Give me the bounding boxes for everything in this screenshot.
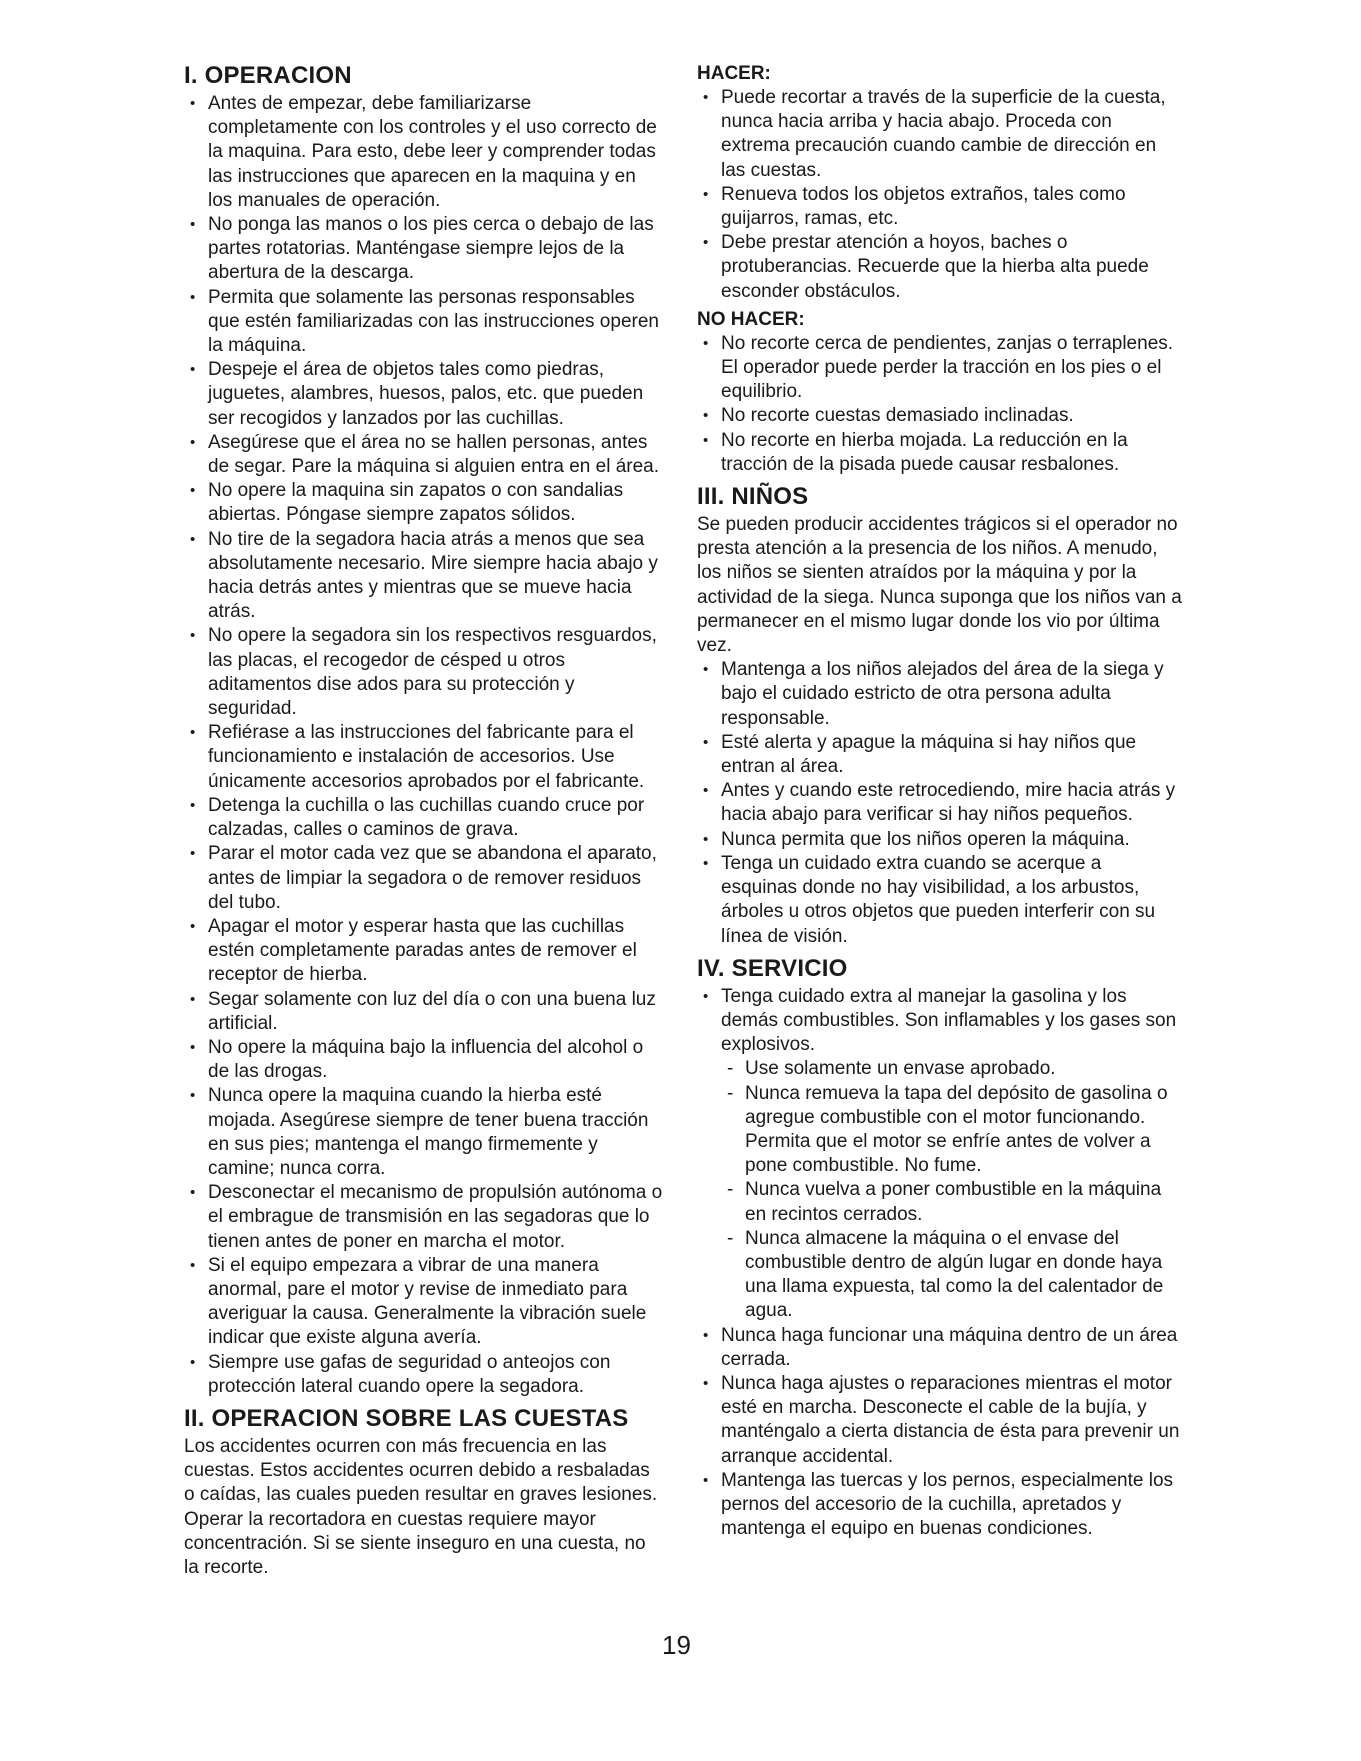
page-number: 19 — [662, 1630, 691, 1660]
list-item: • Refiérase a las instrucciones del fabricante para el funcionamiento e instalación de accesorios. Use únicamente accesorios aprobados por el fabricante. — [184, 721, 664, 794]
no-hacer-list — [697, 332, 1182, 477]
hacer-title: HACER: — [697, 63, 771, 84]
list-item: • Desconectar el mecanismo de propulsión autónoma o el embrague de transmisión en las segadoras que lo tienen antes de poner en marcha el motor. — [184, 1181, 664, 1254]
sublist-item: - Use solamente un envase aprobado. — [721, 1057, 1182, 1081]
ninos-list — [697, 658, 1182, 948]
sublist-item: - Nunca remueva la tapa del depósito de gasolina o agregue combustible con el motor funcionando. Permita que el motor se enfríe antes de volver a pone combustible. No fume. — [721, 1082, 1182, 1179]
list-item: • Permita que solamente las personas responsables que estén familiarizadas con las instrucciones operen la máquina. — [184, 286, 664, 359]
list-item: • Mantenga las tuercas y los pernos, especialmente los pernos del accesorio de la cuchilla, apretados y mantenga el equipo en buenas condiciones. — [697, 1469, 1182, 1542]
section-operacion-title: I. OPERACION — [184, 62, 352, 89]
list-item: • Renueva todos los objetos extraños, tales como guijarros, ramas, etc. — [697, 183, 1182, 231]
list-item: • Nunca permita que los niños operen la máquina. — [697, 828, 1182, 852]
list-item: • No recorte cerca de pendientes, zanjas o terraplenes. El operador puede perder la tracción en los pies o el equilibrio. — [697, 332, 1182, 405]
no-hacer-title: NO HACER: — [697, 308, 805, 330]
list-item: • No opere la máquina bajo la influencia del alcohol o de las drogas. — [184, 1036, 664, 1084]
right-column — [697, 62, 1182, 1541]
list-item: • Detenga la cuchilla o las cuchillas cuando cruce por calzadas, calles o caminos de grava. — [184, 794, 664, 842]
list-item: • No recorte cuestas demasiado inclinadas. — [697, 404, 1182, 428]
list-item: • Despeje el área de objetos tales como piedras, juguetes, alambres, huesos, palos, etc. que pueden ser recogidos y lanzados por las cuchillas. — [184, 358, 664, 431]
list-item: • Esté alerta y apague la máquina si hay niños que entran al área. — [697, 731, 1182, 779]
section-ninos-title: III. NIÑOS — [697, 483, 809, 511]
cuestas-paragraph: Los accidentes ocurren con más frecuencia en las cuestas. Estos accidentes ocurren debido a resbaladas o caídas, las cuales pueden resultar en graves lesiones. Operar la recortadora en cuestas requiere mayor concentración. Si se siente inseguro en una cuesta, no la recorte. — [184, 1435, 658, 1578]
list-item: • Debe prestar atención a hoyos, baches o protuberancias. Recuerde que la hierba alta puede esconder obstáculos. — [697, 231, 1182, 304]
sublist-item: - Nunca almacene la máquina o el envase del combustible dentro de algún lugar en donde haya una llama expuesta, tal como la del calentador de agua. — [721, 1227, 1182, 1324]
list-item: • No opere la segadora sin los respectivos resguardos, las placas, el recogedor de césped u otros aditamentos dise ados para su protección y seguridad. — [184, 624, 664, 721]
list-item: • Nunca haga funcionar una máquina dentro de un área cerrada. — [697, 1324, 1182, 1372]
section-servicio-title: IV. SERVICIO — [697, 954, 848, 982]
list-item-text: Tenga cuidado extra al manejar la gasolina y los demás combustibles. Son inflamables y los gases son explosivos. — [721, 985, 1177, 1056]
list-item: • Mantenga a los niños alejados del área de la siega y bajo el cuidado estricto de otra persona adulta responsable. — [697, 658, 1182, 731]
list-item: • No ponga las manos o los pies cerca o debajo de las partes rotatorias. Manténgase siempre lejos de la abertura de la descarga. — [184, 213, 664, 286]
list-item: • Nunca haga ajustes o reparaciones mientras el motor esté en marcha. Desconecte el cable de la bujía, y manténgalo a cierta distancia de ésta para prevenir un arranque accidental. — [697, 1372, 1182, 1469]
list-item: • Parar el motor cada vez que se abandona el aparato, antes de limpiar la segadora o de remover residuos del tubo. — [184, 842, 664, 915]
list-item: • No tire de la segadora hacia atrás a menos que sea absolutamente necesario. Mire siempre hacia abajo y hacia detrás antes y mientras que se mueve hacia atrás. — [184, 528, 664, 625]
list-item: • Puede recortar a través de la superficie de la cuesta, nunca hacia arriba y hacia abajo. Proceda con extrema precaución cuando cambie de dirección en las cuestas. — [697, 86, 1182, 183]
sublist-item: - Nunca vuelva a poner combustible en la máquina en recintos cerrados. — [721, 1178, 1182, 1226]
list-item: • Segar solamente con luz del día o con una buena luz artificial. — [184, 988, 664, 1036]
list-item: • Si el equipo empezara a vibrar de una manera anormal, pare el motor y revise de inmediato para averiguar la causa. Generalmente la vibración suele indicar que existe alguna avería. — [184, 1254, 664, 1351]
servicio-list — [697, 985, 1182, 1542]
list-item: • Apagar el motor y esperar hasta que las cuchillas estén completamente paradas antes de remover el receptor de hierba. — [184, 915, 664, 988]
ninos-paragraph: Se pueden producir accidentes trágicos si el operador no presta atención a la presencia de los niños. A menudo, los niños se sienten atraídos por la máquina y por la actividad de la siega. Nunca suponga que los niños van a permanecer en el mismo lugar donde los vio por última vez. — [697, 514, 1182, 657]
hacer-list — [697, 86, 1182, 304]
list-item: • Asegúrese que el área no se hallen personas, antes de segar. Pare la máquina si alguien entra en el área. — [184, 431, 664, 479]
section-cuestas-title: II. OPERACION SOBRE LAS CUESTAS — [184, 1404, 629, 1432]
list-item: • No opere la maquina sin zapatos o con sandalias abiertas. Póngase siempre zapatos sólidos. — [184, 479, 664, 527]
list-item: • No recorte en hierba mojada. La reducción en la tracción de la pisada puede causar resbalones. — [697, 429, 1182, 477]
list-item: • Antes y cuando este retrocediendo, mire hacia atrás y hacia abajo para verificar si hay niños pequeños. — [697, 779, 1182, 827]
list-item: • Antes de empezar, debe familiarizarse completamente con los controles y el uso correcto de la maquina. Para esto, debe leer y comprender todas las instrucciones que aparecen en la maquina y en los manuales de operación. — [184, 92, 664, 213]
list-item: • Siempre use gafas de seguridad o anteojos con protección lateral cuando opere la segadora. — [184, 1351, 664, 1399]
list-item: • Nunca opere la maquina cuando la hierba esté mojada. Asegúrese siempre de tener buena tracción en sus pies; mantenga el mango firmemente y camine; nunca corra. — [184, 1084, 664, 1181]
list-item: • Tenga un cuidado extra cuando se acerque a esquinas donde no hay visibilidad, a los arbustos, árboles u otros objetos que pueden interferir con su línea de visión. — [697, 852, 1182, 949]
list-item — [697, 985, 1182, 1324]
servicio-sublist — [721, 1057, 1182, 1323]
left-column — [184, 62, 664, 1580]
operacion-list — [184, 92, 664, 1399]
